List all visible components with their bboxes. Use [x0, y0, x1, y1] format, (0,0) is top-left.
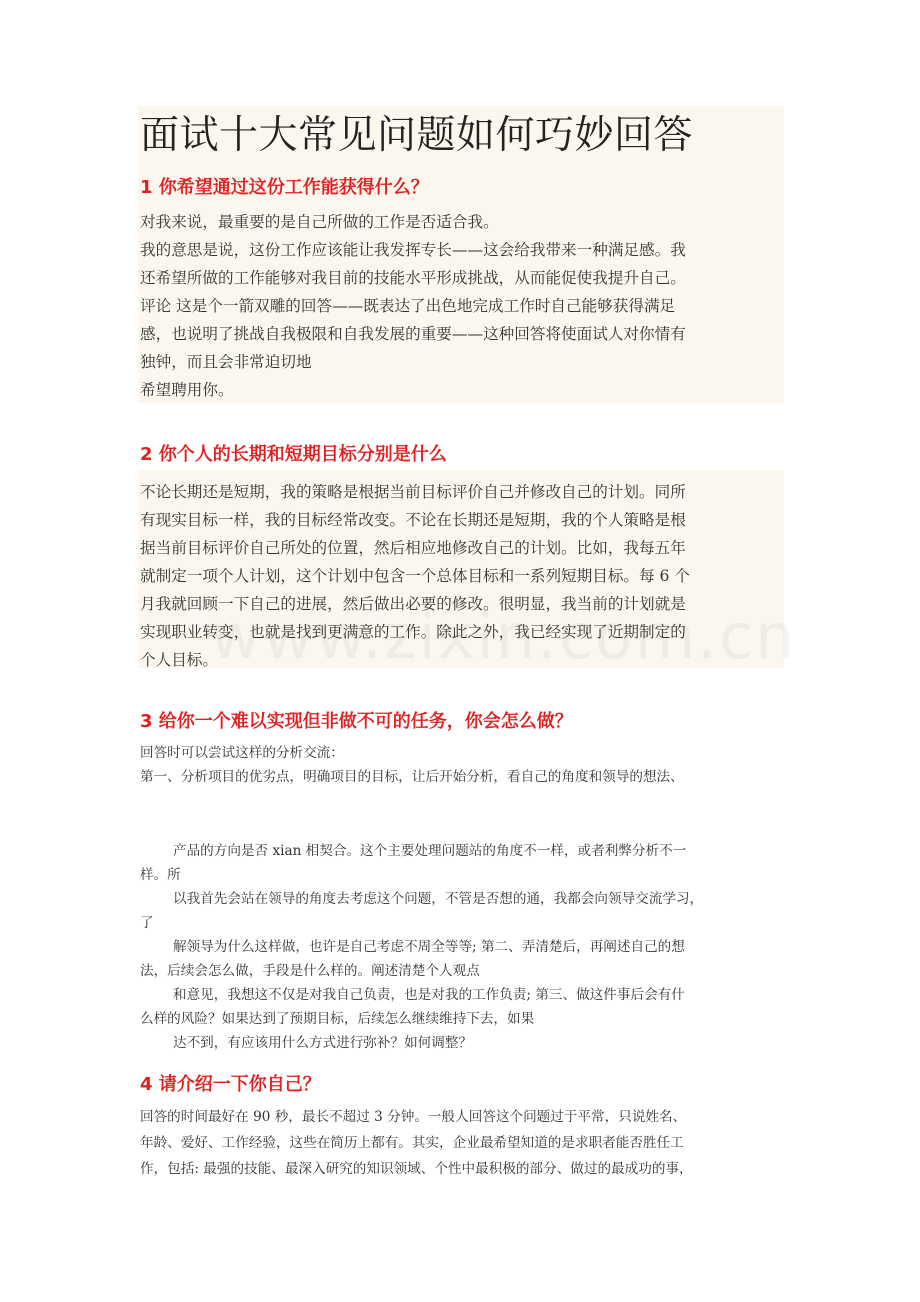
text-line: 回答时可以尝试这样的分析交流： [140, 745, 344, 761]
text-line: 作，包括: 最强的技能、最深入研究的知识领域、个性中最积极的部分、做过的最成功的事， [140, 1161, 693, 1177]
text-line: 我的意思是说，这份工作应该能让我发挥专长——这会给我带来一种满足感。我 [140, 241, 686, 259]
section-4-heading: 4 请介绍一下你自己？ [140, 1074, 321, 1095]
section-3-heading: 3 给你一个难以实现但非做不可的任务，你会怎么做？ [140, 711, 573, 732]
text-line: 实现职业转变，也就是找到更满意的工作。除此之外，我已经实现了近期制定的 [140, 623, 686, 641]
text-line: 达不到，有应该用什么方式进行弥补？如何调整？ [173, 1035, 473, 1051]
text-line: 评论 这是个一箭双雕的回答——既表达了出色地完成工作时自己能够获得满足 [140, 297, 676, 315]
text-line: 和意见，我想这不仅是对我自己负责，也是对我的工作负责; 第三、做这件事后会有什 [173, 987, 685, 1003]
text-line: 就制定一项个人计划，这个计划中包含一个总体目标和一系列短期目标。每 6 个 [140, 567, 691, 585]
text-line: 回答的时间最好在 90 秒，最长不超过 3 分钟。一般人回答这个问题过于平常，只说姓名、 [140, 1109, 687, 1125]
text-line: 产品的方向是否 xian 相契合。这个主要处理问题站的角度不一样，或者利弊分析不一 [173, 843, 687, 859]
section-4-body [140, 1104, 790, 1182]
text-line: 第一、分析项目的优劣点，明确项目的目标，让后开始分析，看自己的角度和领导的想法、 [140, 769, 684, 785]
text-line: 样。所 [140, 867, 181, 883]
text-line: 据当前目标评价自己所处的位置，然后相应地修改自己的计划。比如，我每五年 [140, 539, 686, 557]
text-line: 个人目标。 [140, 651, 218, 669]
section-2-body [140, 478, 790, 674]
text-line: 法，后续会怎么做，手段是什么样的。阐述清楚个人观点 [140, 963, 480, 979]
section-1-heading: 1 你希望通过这份工作能获得什么？ [140, 177, 429, 198]
text-line: 了 [140, 915, 154, 931]
text-line: 对我来说，最重要的是自己所做的工作是否适合我。 [140, 213, 499, 231]
section-3-body [140, 839, 790, 1055]
text-line: 以我首先会站在领导的角度去考虑这个问题，不管是否想的通，我都会向领导交流学习， [173, 891, 704, 907]
section-2-heading: 2 你个人的长期和短期目标分别是什么 [140, 444, 447, 465]
text-line: 么样的风险？如果达到了预期目标，后续怎么继续维持下去，如果 [140, 1011, 535, 1027]
text-line: 月我就回顾一下自己的进展，然后做出必要的修改。很明显，我当前的计划就是 [140, 595, 686, 613]
section-1-body [140, 208, 790, 404]
text-line: 有现实目标一样，我的目标经常改变。不论在长期还是短期，我的个人策略是根 [140, 511, 686, 529]
text-line: 独钟，而且会非常迫切地 [140, 353, 312, 371]
text-line: 解领导为什么这样做，也许是自己考虑不周全等等; 第二、弄清楚后，再阐述自己的想 [173, 939, 685, 955]
text-line: 年龄、爱好、工作经验，这些在简历上都有。其实，企业最希望知道的是求职者能否胜任工 [140, 1135, 684, 1151]
document-title: 面试十大常见问题如何巧妙回答 [140, 113, 694, 158]
section-3-intro [140, 741, 790, 789]
text-line: 还希望所做的工作能够对我目前的技能水平形成挑战，从而能促使我提升自己。 [140, 269, 686, 287]
text-line: 感，也说明了挑战自我极限和自我发展的重要——这种回答将使面试人对你情有 [140, 325, 686, 343]
text-line: 希望聘用你。 [140, 381, 234, 399]
text-line: 不论长期还是短期，我的策略是根据当前目标评价自己并修改自己的计划。同所 [140, 483, 686, 501]
